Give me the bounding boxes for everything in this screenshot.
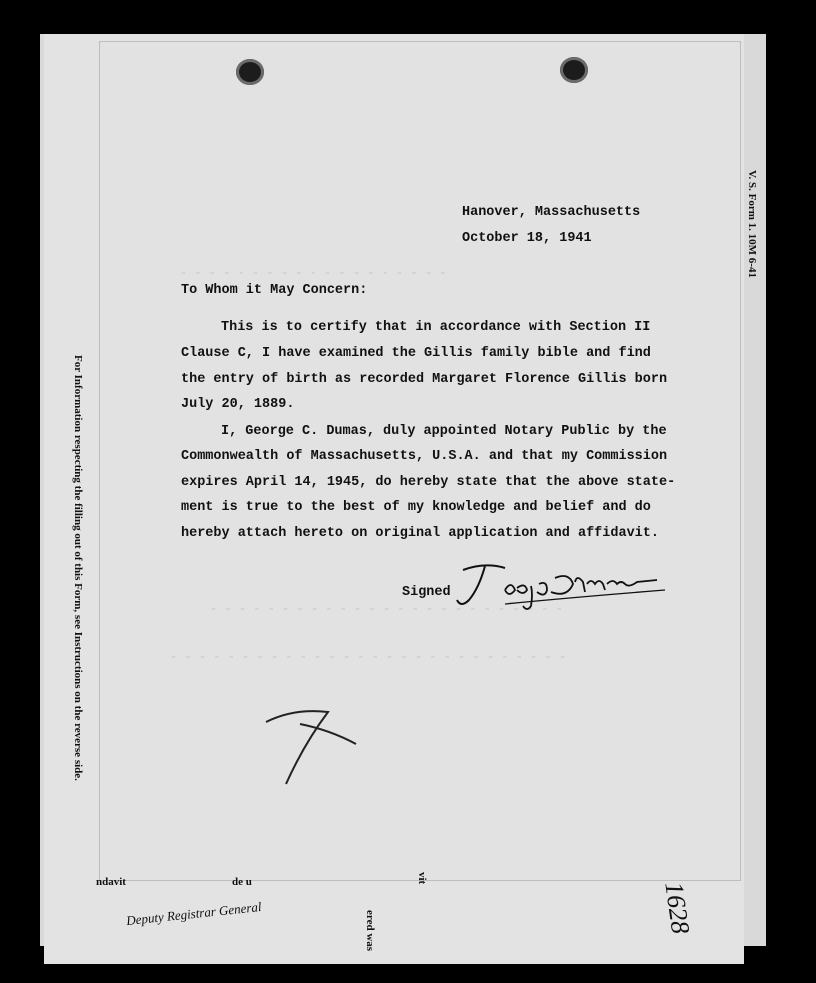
letter-place: Hanover, Massachusetts <box>462 205 641 220</box>
margin-instruction: For Information respecting the filling out of this Form, see Instructions on the reverse side. <box>72 355 84 781</box>
paragraph2-line5: hereby attach hereto on original application and affidavit. <box>181 526 659 541</box>
punch-hole-right <box>560 57 588 83</box>
paragraph2-line2: Commonwealth of Massachusetts, U.S.A. and that my Commission <box>181 449 668 464</box>
salutation: To Whom it May Concern: <box>181 283 368 298</box>
fragment-vit: vit <box>416 872 428 885</box>
paragraph2-line4: ment is true to the best of my knowledge and belief and do <box>181 500 651 515</box>
fragment-de-u: de u <box>232 876 252 888</box>
paragraph1-line4: July 20, 1889. <box>181 397 295 412</box>
paragraph1-line3: the entry of birth as recorded Margaret Florence Gillis born <box>181 372 668 387</box>
fragment-ndavit: ndavit <box>96 876 126 888</box>
letter-sheet: - - - - - - - - - - - - - - - - - - - - - - - - - - - - - - - - - - - - - - - - - - - - - - - - - - - - - - - - - - - - - - - - - - - - - - - - Hanover, Massachusetts October 18, 1941 To Whom it May Concern: This is to certify that in accordance with Section II Clause C, I have examined the Gillis family bible and find the entry of birth as recorded Margaret Florence Gillis born July 20, 1889. I, George C. Dumas, duly appointed Notary Public by the Commonwealth of Massachusetts, U.S.A. and that my Commission expires April 14, 1945, do hereby state that the above state- ment is true to the best of my knowledge and belief and do hereby attach hereto on original application and affidavit. Signed <box>100 42 740 880</box>
paragraph2-line3: expires April 14, 1945, do hereby state that the above state- <box>181 475 676 490</box>
signed-label: Signed <box>402 585 451 600</box>
form-code: V. S. Form 1. 10M 6-41 <box>746 170 758 278</box>
handwritten-number: 1628 <box>659 880 696 936</box>
paragraph1-line2: Clause C, I have examined the Gillis family bible and find <box>181 346 651 361</box>
pencil-mark <box>260 704 370 789</box>
signature-image <box>455 560 675 622</box>
deputy-registrar: Deputy Registrar General <box>125 898 263 929</box>
paragraph2-line1: I, George C. Dumas, duly appointed Notary Public by the <box>221 424 667 439</box>
letter-date: October 18, 1941 <box>462 231 592 246</box>
fragment-ered-was: ered was <box>364 910 376 952</box>
punch-hole-left <box>236 59 264 85</box>
paragraph1-line1: This is to certify that in accordance with Section II <box>221 320 651 335</box>
